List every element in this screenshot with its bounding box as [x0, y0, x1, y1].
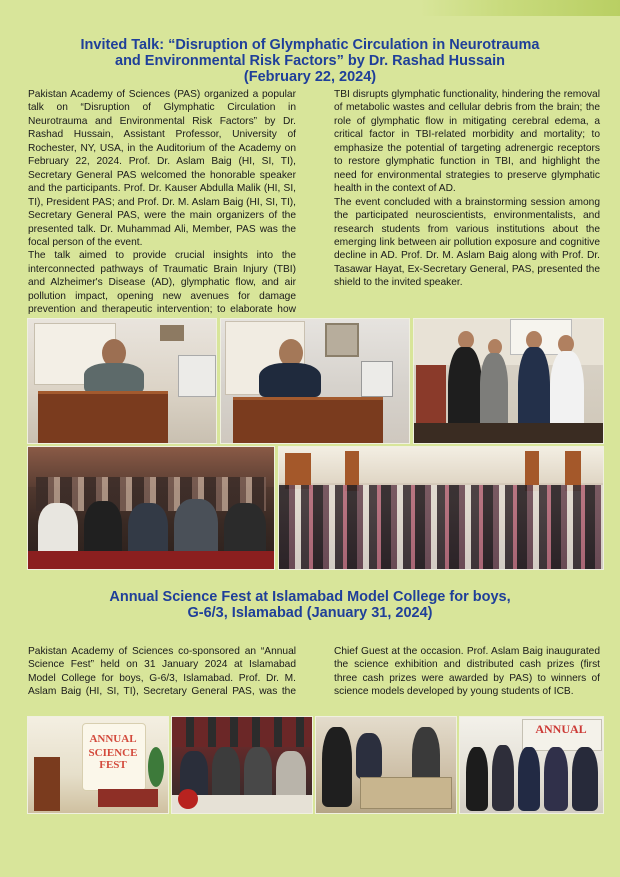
- paragraph: The talk aimed to provide crucial insights into the interconnected pathways of Traumatic Brain Injury (TBI) and Alzheimer's Disease (AD), glymphatic flow, and air pollution impact, opening new avenues for damage prevention and therapeutic intervention; to elaborate how: [28, 250, 296, 316]
- section2-column-right: [334, 645, 600, 699]
- photo-shield-presentation: [413, 318, 604, 444]
- section2-column-left: [28, 645, 296, 699]
- paragraph: The event concluded with a brainstorming session among the participated neuroscientists, environmentalists, and research students from various institutions about the emerging link between air pollution exposure and cognitive decline in AD. Prof. Dr. M. Aslam Baig along with Prof. Dr. Tasawar Hayat, Ex-Secretary General, PAS, presented the shield to the invited speaker.: [334, 196, 600, 289]
- section2-title-line: Annual Science Fest at Islamabad Model College for boys,: [109, 589, 511, 605]
- section1-title: [40, 37, 580, 85]
- section1-title-line: and Environmental Risk Factors” by Dr. Rashad Hussain: [115, 53, 505, 69]
- banner-text-science-fest: SCIENCE FEST: [88, 747, 138, 771]
- paragraph: Pakistan Academy of Sciences co-sponsored an “Annual Science Fest” held on 31 January 2024 at Islamabad Model College for boys, G-6/3, Islamabad. Prof. Dr. M. Aslam Baig (HI, SI, TI), Secretary General PAS, was the: [28, 646, 296, 698]
- section1-column-right: [334, 88, 600, 290]
- photo-speaker-at-podium-1: [27, 318, 217, 444]
- photo-group-participants: [278, 446, 604, 570]
- paragraph-continued: TBI disrupts glymphatic functionality, hindering the removal of metabolic wastes and cellular debris from the brain; the role of glymphatic flow in mitigating cerebral edema, a critical factor in TBI-related morbidity and mortality; to emphasize the potential of targeting adrenergic receptors to restore glymphatic function in TBI, and highlight the need for environmental strategies to preserve glymphatic health in the context of AD.: [334, 89, 600, 195]
- section1-column-left: [28, 88, 296, 317]
- photo-science-fest-stage: [27, 716, 169, 814]
- banner-text-annual-small: ANNUAL: [535, 722, 587, 736]
- section1-title-date: (February 22, 2024): [243, 69, 377, 85]
- photo-prize-winners: [459, 716, 604, 814]
- photo-audience-front-row: [27, 446, 275, 570]
- top-accent-bar: [420, 0, 620, 16]
- paragraph-continued: Chief Guest at the occasion. Prof. Aslam Baig inaugurated the science exhibition and distributed cash prizes (first three cash prizes were awarded by PAS) to winners of science models developed by young students of ICB.: [334, 646, 600, 698]
- banner-text-annual: ANNUAL: [89, 733, 137, 745]
- section2-title-line: G-6/3, Islamabad (January 31, 2024): [187, 605, 433, 621]
- paragraph: Pakistan Academy of Sciences (PAS) organized a popular talk on “Disruption of Glymphatic Circulation in Neurotrauma and Environmental Risk Factors” by Dr. Rashad Hussain, Assistant Professor, University of Rochester, NY, USA, in the Auditorium of the Academy on February 22, 2024. Prof. Dr. Aslam Baig (HI, SI, TI), Secretary General PAS welcomed the honorable speaker and the participants. Prof. Dr. Kauser Abdulla Malik (HI, SI, TI), President PAS; and Prof. Dr. M. Aslam Baig (HI, SI, TI), Secretary General PAS, were the main organizers of the presented talk. Dr. Muhammad Ali, Member, PAS was the focal person of the event.: [28, 89, 296, 248]
- photo-speaker-at-podium-2: [220, 318, 410, 444]
- section2-title: [40, 589, 580, 621]
- photo-science-exhibition: [315, 716, 457, 814]
- section1-title-line: Invited Talk: “Disruption of Glymphatic Circulation in Neurotrauma: [80, 37, 540, 53]
- photo-science-fest-guests: [171, 716, 313, 814]
